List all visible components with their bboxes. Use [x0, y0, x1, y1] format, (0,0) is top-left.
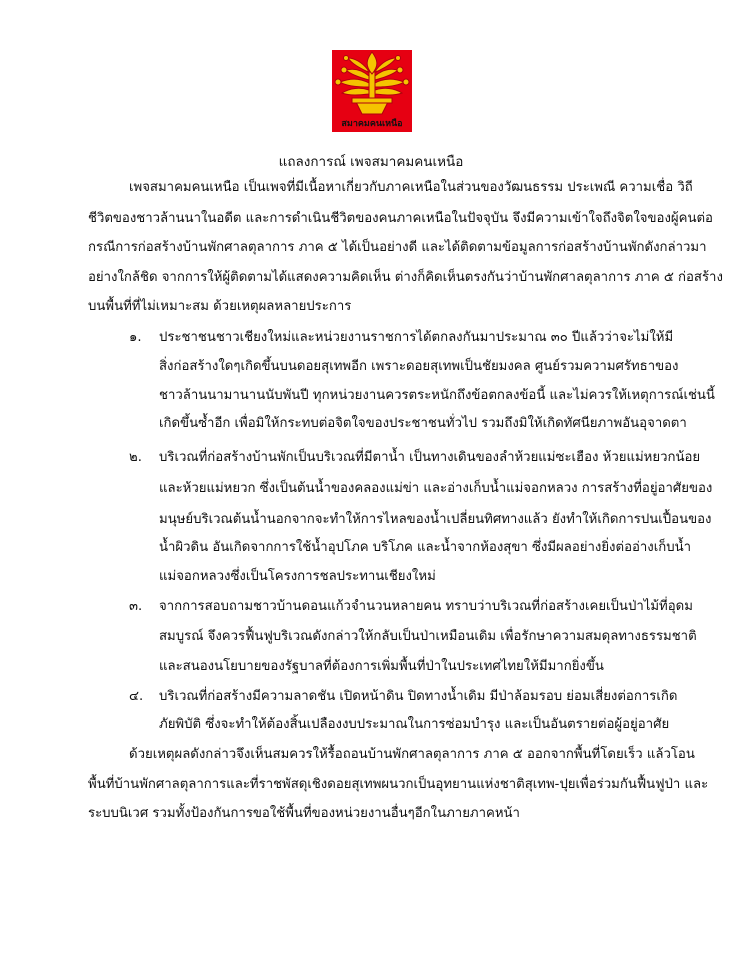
- item-number: ๒.: [129, 450, 142, 465]
- item-line: น้ำผิวดิน อันเกิดจากการใช้น้ำอุปโภค บริโภค และน้ำจากห้องสุขา ซึ่งมีผลอย่างยิ่งต่ออ่างเก็บน้ำ: [159, 540, 692, 555]
- item-line: แม่จอกหลวงซึ่งเป็นโครงการชลประทานเชียงใหม่: [159, 569, 436, 584]
- item-number: ๔.: [129, 689, 144, 704]
- conclusion-line: ด้วยเหตุผลดังกล่าวจึงเห็นสมควรให้รื้อถอนบ้านพักศาลตุลาการ ภาค ๕ ออกจากพื้นที่โดยเร็ว แล้วโอน: [129, 747, 695, 762]
- logo-text: สมาคมคนเหนือ: [341, 119, 403, 129]
- item-number: ๓.: [129, 599, 143, 614]
- item-line: บริเวณที่ก่อสร้างมีความลาดชัน เปิดหน้าดิน ปิดทางน้ำเดิม มีป่าล้อมรอบ ย่อมเสี่ยงต่อการเกิด: [159, 689, 678, 704]
- item-line: มนุษย์บริเวณต้นน้ำนอกจากจะทำให้การไหลของน้ำเปลี่ยนทิศทางแล้ว ยังทำให้เกิดการปนเปื้อนของ: [159, 512, 712, 527]
- intro-line: บนพื้นที่ที่ไม่เหมาะสม ด้วยเหตุผลหลายประการ: [88, 299, 352, 314]
- item-line: ชาวล้านนามานานนับพันปี ทุกหน่วยงานควรตระหนักถึงข้อตกลงข้อนี้ และไม่ควรให้เหตุการณ์เช่นนี้: [159, 388, 715, 403]
- intro-line: อย่างใกล้ชิด จากการให้ผู้ติดตามได้แสดงความคิดเห็น ต่างก็คิดเห็นตรงกันว่าบ้านพักศาลตุลาการ ภาค ๕ ก่อสร้าง: [88, 270, 723, 285]
- item-line: สมบูรณ์ จึงควรฟื้นฟูบริเวณดังกล่าวให้กลับเป็นป่าเหมือนเดิม เพื่อรักษาความสมดุลทางธรรมชาติ: [159, 629, 697, 644]
- item-line: ภัยพิบัติ ซึ่งจะทำให้ต้องสิ้นเปลืองงบประมาณในการซ่อมบำรุง และเป็นอันตรายต่อผู้อยู่อาศัย: [159, 717, 670, 732]
- item-line: และสนองนโยบายของรัฐบาลที่ต้องการเพิ่มพื้นที่ป่าในประเทศไทยให้มีมากยิ่งขึ้น: [159, 659, 604, 674]
- conclusion-line: พื้นที่บ้านพักศาลตุลาการและที่ราชพัสดุเชิงดอยสุเทพผนวกเป็นอุทยานแห่งชาติสุเทพ-ปุยเพื่อร่วมกันฟื้นฟูป่า และ: [88, 777, 709, 792]
- intro-line: กรณีการก่อสร้างบ้านพักศาลตุลาการ ภาค ๕ ได้เป็นอย่างดี และได้ติดตามข้อมูลการก่อสร้างบ้านพักดังกล่าวมา: [88, 240, 707, 255]
- lanna-tree-emblem-icon: [332, 50, 412, 120]
- item-line: และห้วยแม่หยวก ซึ่งเป็นต้นน้ำของคลองแม่ข่า และอ่างเก็บน้ำแม่จอกหลวง การสร้างที่อยู่อาศัยของ: [159, 481, 713, 496]
- item-line: ประชาชนชาวเชียงใหม่และหน่วยงานราชการได้ตกลงกันมาประมาณ ๓๐ ปีแล้วว่าจะไม่ให้มี: [159, 330, 674, 345]
- intro-line: ชีวิตของชาวล้านนาในอดีต และการดำเนินชีวิตของคนภาคเหนือในปัจจุบัน จึงมีความเข้าใจถึงจิตใจของผู้คนต่อ: [88, 211, 713, 226]
- conclusion-line: ระบบนิเวศ รวมทั้งป้องกันการขอใช้พื้นที่ของหน่วยงานอื่นๆอีกในภายภาคหน้า: [88, 806, 520, 821]
- item-line: บริเวณที่ก่อสร้างบ้านพักเป็นบริเวณที่มีตาน้ำ เป็นทางเดินของลำห้วยแม่ซะเฮือง ห้วยแม่หยวกน้อย: [159, 450, 701, 465]
- intro-line: เพจสมาคมคนเหนือ เป็นเพจที่มีเนื้อหาเกี่ยวกับภาคเหนือในส่วนของวัฒนธรรม ประเพณี ความเชื่อ วิถี: [129, 180, 693, 195]
- item-number: ๑.: [129, 330, 142, 345]
- association-logo: [332, 50, 412, 132]
- item-line: จากการสอบถามชาวบ้านดอนแก้วจำนวนหลายคน ทราบว่าบริเวณที่ก่อสร้างเคยเป็นป่าไม้ที่อุดม: [159, 599, 693, 614]
- item-line: เกิดขึ้นซ้ำอีก เพื่อมิให้กระทบต่อจิตใจของประชาชนทั่วไป รวมถึงมิให้เกิดทัศนียภาพอันอุจาดตา: [159, 416, 687, 431]
- document-title: แถลงการณ์ เพจสมาคมคนเหนือ: [278, 154, 464, 170]
- item-line: สิ่งก่อสร้างใดๆเกิดขึ้นบนดอยสุเทพอีก เพราะดอยสุเทพเป็นชัยมงคล ศูนย์รวมความศรัทธาของ: [159, 359, 679, 374]
